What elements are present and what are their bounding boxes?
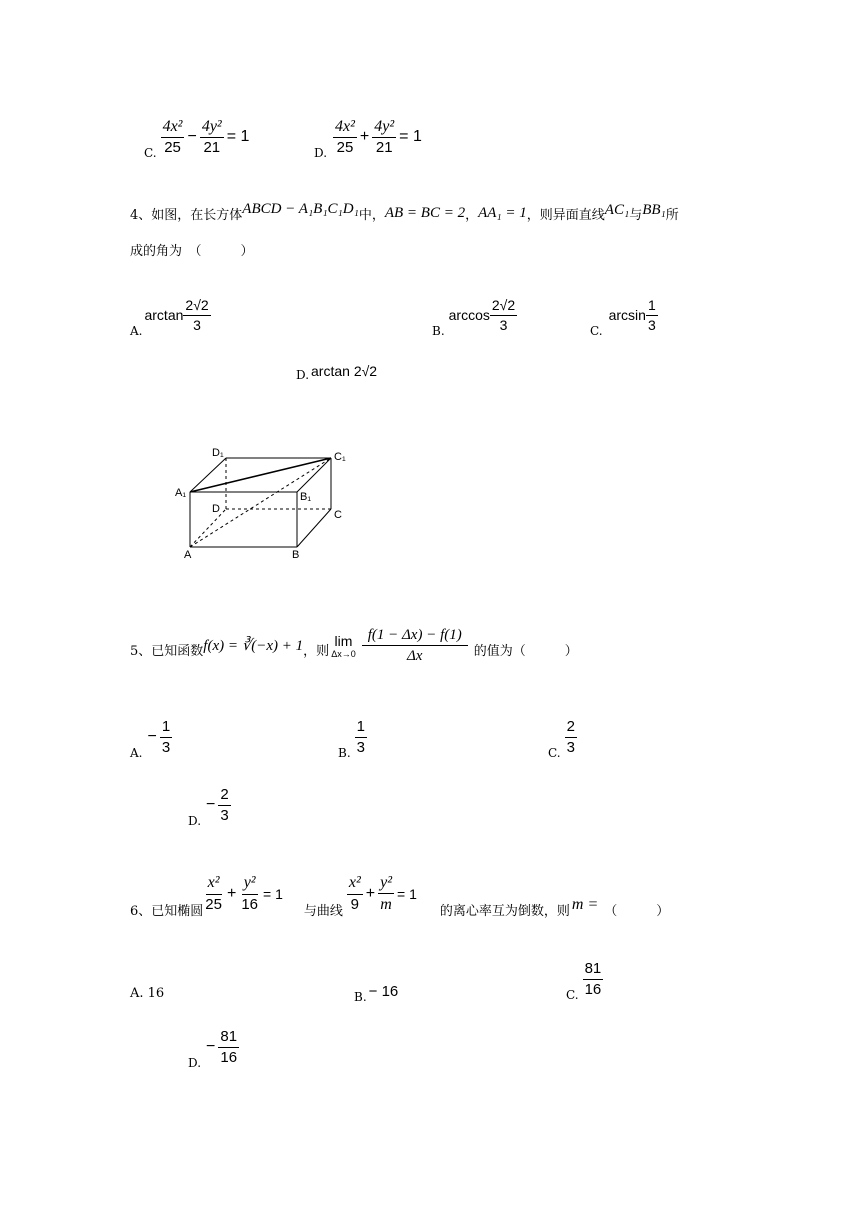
q6-option-d: D. − $\frac{81}{16}$ (188, 1027, 238, 1070)
fraction: $\frac{81}{16}$ (220, 1027, 238, 1066)
fraction: $\frac{\text{y²}}{16}$ (241, 874, 258, 913)
cuboid-figure (170, 440, 370, 564)
fraction: $\frac{f(1 - \Delta x) - f(1)}{\Delta x}$ (362, 626, 468, 665)
edge-B1-C1 (297, 458, 331, 492)
fraction: $\frac{\text{4y²}}{21}$ (201, 117, 222, 157)
diagonal-A1-C1 (190, 458, 331, 492)
q4-stem-line2: 成的角为 （ ） (130, 244, 254, 259)
vertex-label-D1: D₁ (212, 447, 224, 459)
fraction: $\frac{\text{x²}}{9}$ (348, 874, 361, 913)
q6-option-b: B. − 16 (354, 982, 399, 1004)
q6-option-a: A. 16 (130, 986, 165, 1001)
limit-operator: lim Δx→0 (331, 632, 356, 659)
vertex-label-C: C (334, 509, 342, 521)
fraction: $\frac{\text{4x²}}{25}$ (335, 117, 355, 157)
fraction: $\frac{\text{x²}}{25}$ (205, 874, 222, 913)
q5-stem: 5、已知函数 f(x) = ∛(−x) + 1 ，则 lim Δx→0 $\frac{f(1 - \Delta x) - f(1)}{\Delta x}$ 的值为（ ） (130, 627, 578, 664)
q6-option-c: C. $\frac{81}{16}$ (566, 959, 602, 1002)
q5-option-b: B. $\frac{1}{3}$ (338, 717, 365, 760)
fraction: $\frac{2}{3}$ (220, 785, 229, 824)
q4-stem-line1: 4、如图，在长方体 ABCD − A₁B₁C₁D₁ 中， AB = BC = 2 ， AA₁ = 1 ，则异面直线 AC₁ 与 BB₁ 所 (130, 201, 679, 223)
fraction: $\frac{81}{16}$ (584, 959, 602, 998)
vertex-label-D: D (212, 503, 220, 515)
option-label: D. (314, 146, 328, 160)
vertex-label-C1: C₁ (334, 451, 346, 463)
q5-option-a: A. − $\frac{1}{3}$ (130, 717, 171, 760)
q3-option-c: C. $\frac{\text{4x²}}{25}$ − $\frac{\text{4y²}}{21}$ = 1 (144, 117, 250, 160)
vertex-label-B: B (292, 549, 300, 561)
fraction: $\frac{\text{y²}}{m}$ (380, 873, 393, 913)
q4-option-a: A. arctan $\frac{2√2}{3}$ (130, 296, 209, 338)
fraction: $\frac{\text{4x²}}{25}$ (162, 117, 183, 157)
fraction: $\frac{2√2}{3}$ (185, 296, 209, 333)
fraction: $\frac{1}{3}$ (647, 296, 656, 333)
vertex-label-A1: A₁ (175, 487, 187, 499)
vertex-label-A: A (184, 549, 192, 561)
fraction: $\frac{2√2}{3}$ (491, 296, 516, 333)
edge-B-C (297, 509, 331, 547)
fraction: $\frac{2}{3}$ (566, 717, 575, 756)
fraction: $\frac{1}{3}$ (161, 717, 171, 756)
q3-option-d: D. $\frac{\text{4x²}}{25}$ + $\frac{\text{4y²}}{21}$ = 1 (314, 117, 422, 160)
vertex-label-B1: B₁ (300, 491, 312, 503)
q4-option-b: B. arccos $\frac{2√2}{3}$ (432, 296, 516, 338)
q5-option-c: C. $\frac{2}{3}$ (548, 717, 575, 760)
fraction: $\frac{1}{3}$ (356, 717, 365, 756)
q4-option-c: C. arcsin $\frac{1}{3}$ (590, 296, 656, 338)
q4-option-d: D. arctan 2√2 (296, 363, 378, 382)
q6-stem: 6、已知椭圆 $\frac{\text{x²}}{25}$ + $\frac{\text{y²}}{16}$ = 1 与曲线 $\frac{\text{x²}}{9}$ + $\frac{\text{y²}}{m}$ = 1 的离心率互为倒数，则 m = （ ） (130, 873, 670, 919)
option-label: C. (144, 146, 157, 160)
q5-option-d: D. − $\frac{2}{3}$ (188, 785, 229, 828)
fraction: $\frac{\text{4y²}}{21}$ (374, 117, 395, 157)
